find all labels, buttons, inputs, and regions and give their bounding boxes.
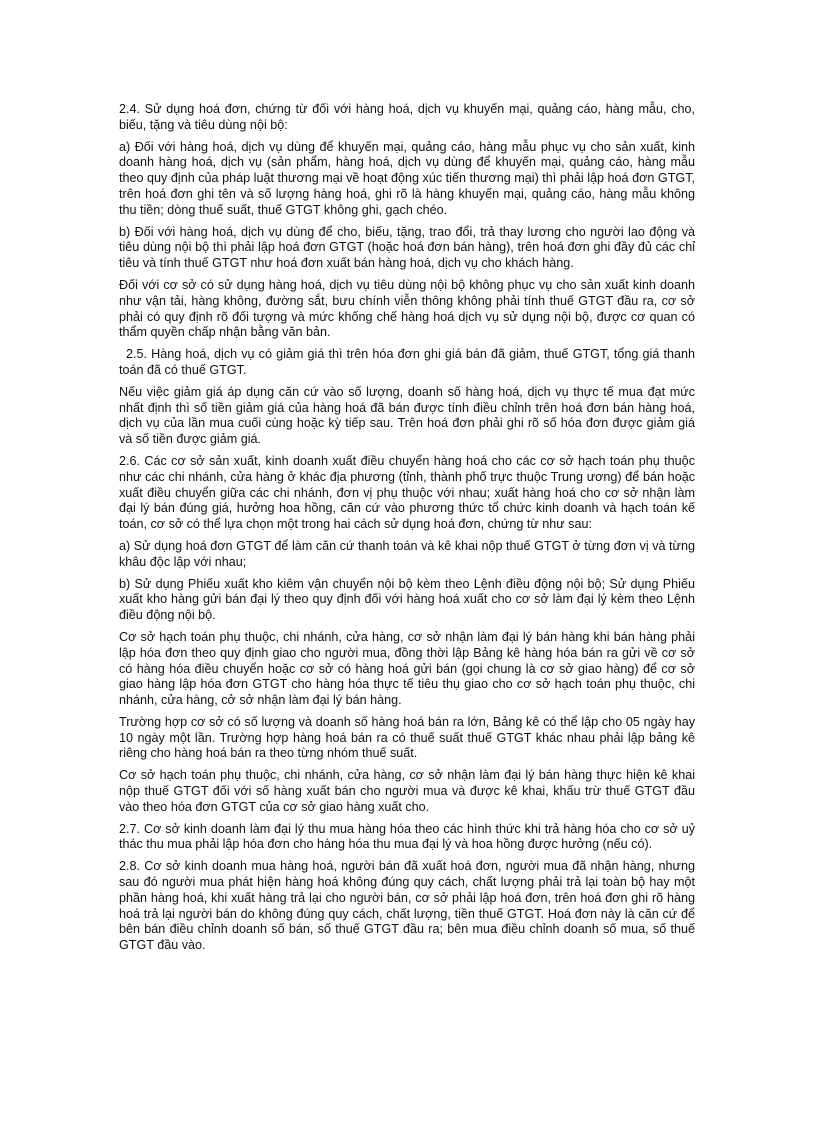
paragraph-2-4-internal-use: Đối với cơ sở có sử dụng hàng hoá, dịch vụ tiêu dùng nội bộ không phục vụ cho sản xuất kinh doanh như vận tải, hàng không, đường sắt, bưu chính viễn thông không phải tính thuế GTGT đầu ra, cơ sở phải có quy định rõ đối tượng và mức khống chế hàng hoá dịch vụ sử dụng nội bộ, được cơ quan có thẩm quyền chấp nhận bằng văn bản. bbox=[119, 277, 695, 340]
paragraph-2-6-a: a) Sử dụng hoá đơn GTGT để làm căn cứ thanh toán và kê khai nộp thuế GTGT ở từng đơn vị và từng khâu độc lập với nhau; bbox=[119, 538, 695, 569]
paragraph-2-4-heading: 2.4. Sử dụng hoá đơn, chứng từ đối với hàng hoá, dịch vụ khuyến mại, quảng cáo, hàng mẫu, cho, biếu, tặng và tiêu dùng nội bộ: bbox=[119, 102, 695, 132]
paragraph-2-5: 2.5. Hàng hoá, dịch vụ có giảm giá thì trên hóa đơn ghi giá bán đã giảm, thuế GTGT, tổng giá thanh toán đã có thuế GTGT. bbox=[119, 347, 695, 377]
document-page bbox=[119, 102, 695, 960]
paragraph-2-5-discount: Nếu việc giảm giá áp dụng căn cứ vào số lượng, doanh số hàng hoá, dịch vụ thực tế mua đạt mức nhất định thì số tiền giảm giá của hàng hoá đã bán được tính điều chỉnh trên hoá đơn bán hàng hoá, dịch vụ của lần mua cuối cùng hoặc kỳ tiếp sau. Trên hoá đơn phải ghi rõ số hóa đơn được giảm giá và số tiền được giảm giá. bbox=[119, 384, 695, 447]
paragraph-2-6-listing: Trường hợp cơ sở có số lượng và doanh số hàng hoá bán ra lớn, Bảng kê có thể lập cho 05 ngày hay 10 ngày một lần. Trường hợp hàng hoá bán ra có thuế suất thuế GTGT khác nhau phải lập bảng kê riêng cho hàng hoá bán ra theo từng nhóm thuế suất. bbox=[119, 714, 695, 761]
paragraph-2-8: 2.8. Cơ sở kinh doanh mua hàng hoá, người bán đã xuất hoá đơn, người mua đã nhận hàng, nhưng sau đó người mua phát hiện hàng hoá không đúng quy cách, chất lượng phải trả lại toàn bộ hay một phần hàng hoá, khi xuất hàng trả lại cho người bán, cơ sở phải lập hoá đơn, trên hoá đơn ghi rõ hàng hoá trả lại người bán do không đúng quy cách, chất lượng, tiền thuế GTGT. Hoá đơn này là căn cứ để bên bán điều chỉnh doanh số bán, số thuế GTGT đầu ra; bên mua điều chỉnh doanh số mua, số thuế GTGT đầu vào. bbox=[119, 859, 695, 953]
paragraph-2-6-branch: Cơ sở hạch toán phụ thuộc, chi nhánh, cửa hàng, cơ sở nhận làm đại lý bán hàng khi bán hàng phải lập hóa đơn theo quy định giao cho người mua, đồng thời lập Bảng kê hàng hóa bán ra gửi về cơ sở có hàng hóa điều chuyển hoặc cơ sở có hàng hoá gửi bán (gọi chung là cơ sở giao hàng) để cơ sở giao hàng lập hóa đơn GTGT cho hàng hóa thực tế tiêu thụ giao cho cơ sở hạch toán phụ thuộc, chi nhánh, cửa hàng, cở sở nhận làm đại lý bán hàng. bbox=[119, 629, 695, 708]
paragraph-2-7: 2.7. Cơ sở kinh doanh làm đại lý thu mua hàng hóa theo các hình thức khi trả hàng hóa cho cơ sở uỷ thác thu mua phải lập hóa đơn cho hàng hóa thu mua đại lý và hoa hồng được hưởng (nếu có). bbox=[119, 821, 695, 852]
paragraph-2-6: 2.6. Các cơ sở sản xuất, kinh doanh xuất điều chuyển hàng hoá cho các cơ sở hạch toán phụ thuộc như các chi nhánh, cửa hàng ở khác địa phương (tỉnh, thành phố trực thuộc Trung ương) để bán hoặc xuất điều chuyển giữa các chi nhánh, đơn vị phụ thuộc với nhau; xuất hàng hoá cho cơ sở nhận làm đại lý bán đúng giá, hưởng hoa hồng, căn cứ vào phương thức tổ chức kinh doanh và hạch toán kế toán, cơ sở có thể lựa chọn một trong hai cách sử dụng hoá đơn, chứng từ như sau: bbox=[119, 453, 695, 532]
paragraph-2-4-b: b) Đối với hàng hoá, dịch vụ dùng để cho, biếu, tặng, trao đổi, trả thay lương cho người lao động và tiêu dùng nội bộ thì phải lập hoá đơn GTGT (hoặc hoá đơn bán hàng), trên hoá đơn ghi đầy đủ các chỉ tiêu và tính thuế GTGT như hoá đơn xuất bán hàng hoá, dịch vụ cho khách hàng. bbox=[119, 224, 695, 271]
paragraph-2-6-declaration: Cơ sở hạch toán phụ thuộc, chi nhánh, cửa hàng, cơ sở nhận làm đại lý bán hàng thực hiện kê khai nộp thuế GTGT đối với số hàng xuất bán cho người mua và được kê khai, khấu trừ thuế GTGT đầu vào theo hóa đơn GTGT của cơ sở giao hàng xuất cho. bbox=[119, 768, 695, 814]
paragraph-2-6-b: b) Sử dụng Phiếu xuất kho kiêm vận chuyển nội bộ kèm theo Lệnh điều động nội bộ; Sử dụng Phiếu xuất kho hàng gửi bán đại lý theo quy định đối với hàng hoá xuất cho cơ sở làm đại lý kèm theo Lệnh điều động nội bộ. bbox=[119, 576, 695, 623]
paragraph-2-4-a: a) Đối với hàng hoá, dịch vụ dùng để khuyến mại, quảng cáo, hàng mẫu phục vụ cho sản xuất, kinh doanh hàng hoá, dịch vụ (sản phẩm, hàng hoá, dịch vụ dùng để khuyến mại, quảng cáo, hàng mẫu theo quy định của pháp luật thương mại về hoạt động xúc tiến thương mại) thì phải lập hoá đơn GTGT, trên hoá đơn ghi tên và số lượng hàng hoá, ghi rõ là hàng khuyến mại, quảng cáo, hàng mẫu không thu tiền; dòng thuế suất, thuế GTGT không ghi, gạch chéo. bbox=[119, 139, 695, 217]
